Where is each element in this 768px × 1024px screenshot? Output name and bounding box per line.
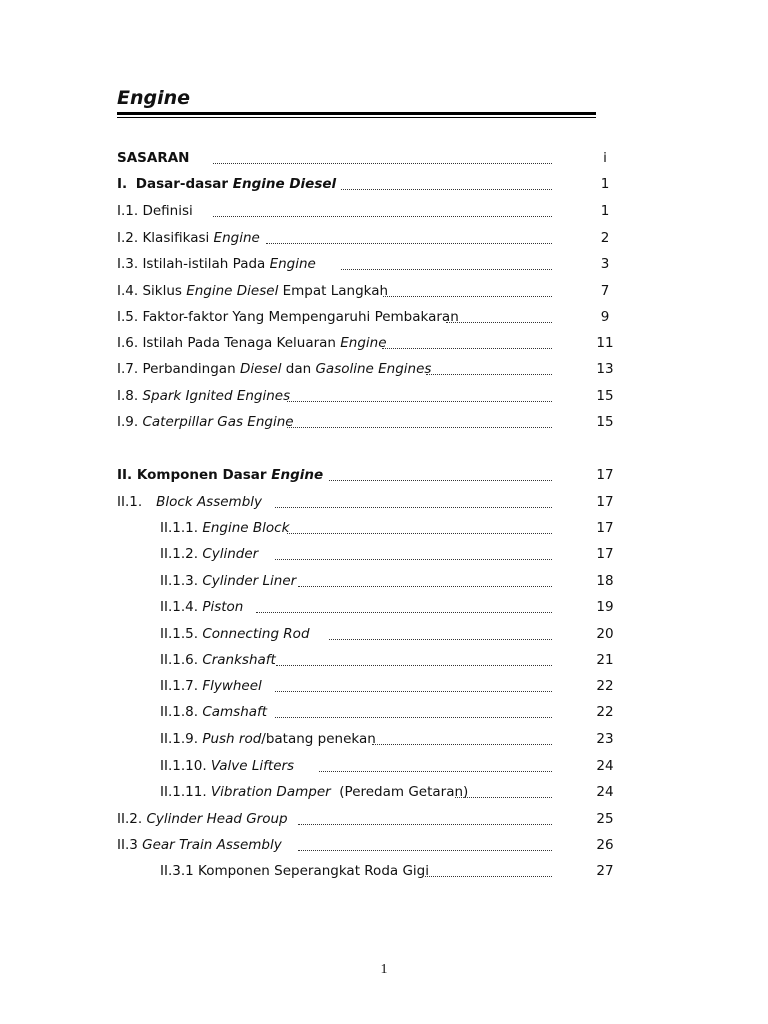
toc-entry-label: II.1.2. Cylinder [160, 546, 259, 562]
title-rule-thick [117, 112, 596, 115]
toc-page-number: 23 [596, 731, 614, 747]
toc-page-number: 1 [600, 203, 610, 219]
toc-page-number: 2 [600, 230, 610, 246]
toc-entry-label: I.9. Caterpillar Gas Engine [117, 414, 294, 430]
toc-page-number: 13 [596, 361, 614, 377]
toc-entry-label: I.7. Perbandingan Diesel dan Gasoline Engines [117, 361, 432, 377]
dot-leader [298, 586, 552, 587]
toc-page-number: 24 [596, 758, 614, 774]
toc-entry-label: II.1.9. Push rod/batang penekan [160, 731, 376, 747]
toc-entry-label: II.1.11. Vibration Damper (Peredam Getaran) [160, 784, 469, 800]
toc-page-number: 21 [596, 652, 614, 668]
dot-leader [287, 533, 552, 534]
dot-leader [256, 612, 552, 613]
dot-leader [298, 850, 552, 851]
toc-entry-label: II.2. Cylinder Head Group [117, 811, 288, 827]
toc-entry-label: I. Dasar-dasar Engine Diesel [117, 176, 337, 192]
dot-leader [276, 665, 552, 666]
footer-page-number: 1 [380, 962, 388, 977]
toc-entry-label: I.8. Spark Ignited Engines [117, 388, 291, 404]
dot-leader [426, 374, 552, 375]
toc-page-number: 22 [596, 678, 614, 694]
dot-leader [446, 322, 552, 323]
toc-page-number: 11 [596, 335, 614, 351]
toc-page-number: 20 [596, 626, 614, 642]
dot-leader [275, 717, 552, 718]
dot-leader [329, 639, 552, 640]
toc-page-number: 25 [596, 811, 614, 827]
toc-entry-label: II.1.3. Cylinder Liner [160, 573, 297, 589]
dot-leader [298, 824, 552, 825]
dot-leader [319, 771, 552, 772]
toc-entry-label: II.3 Gear Train Assembly [117, 837, 282, 853]
dot-leader [383, 296, 552, 297]
dot-leader [266, 243, 552, 244]
dot-leader [329, 480, 552, 481]
dot-leader [372, 744, 552, 745]
toc-page-number: 18 [596, 573, 614, 589]
toc-page-number: 17 [596, 467, 614, 483]
toc-entry-label: I.3. Istilah-istilah Pada Engine [117, 256, 316, 272]
toc-entry-label: I.6. Istilah Pada Tenaga Keluaran Engine [117, 335, 387, 351]
toc-page-number: 17 [596, 494, 614, 510]
page-title: Engine [117, 87, 191, 109]
dot-leader [213, 216, 552, 217]
toc-entry-label: II.1.8. Camshaft [160, 704, 268, 720]
toc-entry-label: I.1. Definisi [117, 203, 193, 219]
dot-leader [275, 559, 552, 560]
dot-leader [275, 507, 552, 508]
toc-entry-label: II.1.5. Connecting Rod [160, 626, 310, 642]
dot-leader [287, 427, 552, 428]
toc-page-number: 15 [596, 388, 614, 404]
dot-leader [455, 797, 552, 798]
dot-leader [425, 876, 552, 877]
toc-entry-label: I.4. Siklus Engine Diesel Empat Langkah [117, 283, 389, 299]
dot-leader [287, 401, 552, 402]
dot-leader [213, 163, 552, 164]
toc-page-number: 17 [596, 546, 614, 562]
title-rule-thin [117, 117, 596, 118]
toc-entry-label: II.3.1 Komponen Seperangkat Roda Gigi [160, 863, 429, 879]
toc-entry-label: II. Komponen Dasar Engine [117, 467, 324, 483]
toc-page-number: 3 [600, 256, 610, 272]
toc-entry-label: II.1.1. Engine Block [160, 520, 290, 536]
dot-leader [275, 691, 552, 692]
toc-page-number: 9 [600, 309, 610, 325]
toc-entry-label: I.2. Klasifikasi Engine [117, 230, 260, 246]
toc-entry-label: SASARAN [117, 150, 190, 166]
toc-entry-label: II.1.6. Crankshaft [160, 652, 276, 668]
toc-page-number: 15 [596, 414, 614, 430]
dot-leader [382, 348, 552, 349]
toc-entry-label: I.5. Faktor-faktor Yang Mempengaruhi Pembakaran [117, 309, 459, 325]
toc-entry-label: II.1.10. Valve Lifters [160, 758, 295, 774]
toc-page-number: 19 [596, 599, 614, 615]
toc-entry-label: II.1.7. Flywheel [160, 678, 262, 694]
toc-page-number: 1 [600, 176, 610, 192]
toc-page-number: 17 [596, 520, 614, 536]
toc-page-number: i [603, 150, 607, 166]
toc-entry-label: II.1. Block Assembly [117, 494, 263, 510]
toc-entry-label: II.1.4. Piston [160, 599, 244, 615]
toc-page-number: 7 [600, 283, 610, 299]
toc-page-number: 26 [596, 837, 614, 853]
dot-leader [341, 269, 552, 270]
toc-page-number: 27 [596, 863, 614, 879]
toc-page-number: 24 [596, 784, 614, 800]
dot-leader [341, 189, 552, 190]
toc-page-number: 22 [596, 704, 614, 720]
